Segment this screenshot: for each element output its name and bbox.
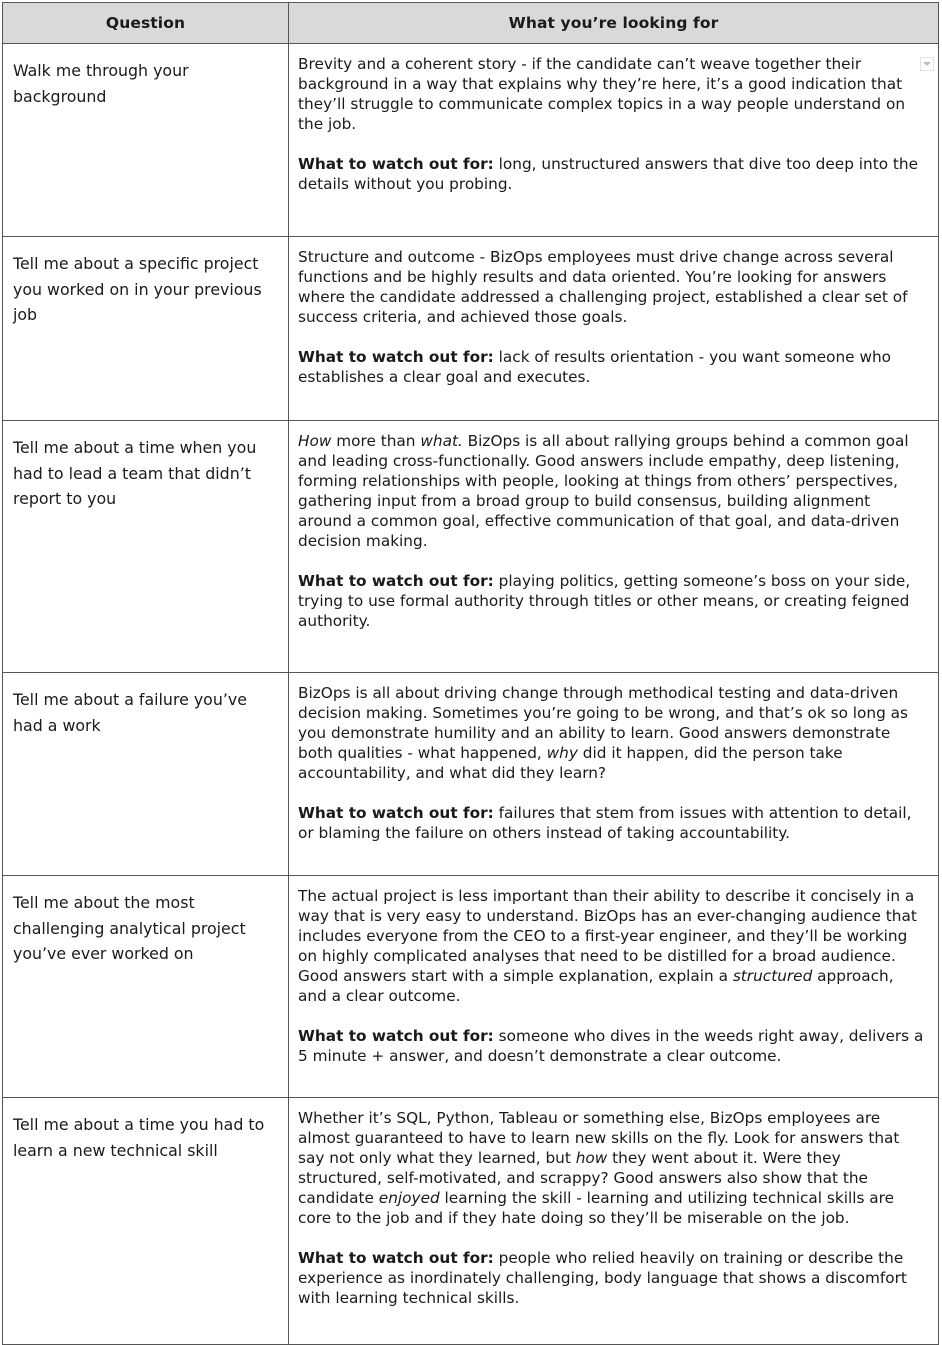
question-cell[interactable]: Tell me about a time when you had to lead a team that didn’t report to you [3,421,289,673]
watch-out-label: What to watch out for: [298,1027,494,1045]
header-looking-for: What you’re looking for [289,3,939,44]
answer-segment: they went about it. Were they structured, self-motivated, and scrappy? Good answers also show that the candidate [298,1149,868,1207]
answer-segment: learning the skill - learning and utilizing technical skills are core to the job and if they hate doing so they’ll be miserable on the job. [298,1189,895,1227]
answer-cell[interactable] [289,673,939,876]
answer-text [298,683,927,783]
answer-segment: approach, and a clear outcome. [298,967,894,1005]
watch-out-text [298,803,927,843]
table-row [3,421,939,673]
table-row [3,673,939,876]
answer-segment: did it happen, did the person take accountability, and what did they learn? [298,744,843,782]
question-cell[interactable]: Tell me about a time you had to learn a new technical skill [3,1098,289,1345]
answer-cell[interactable] [289,876,939,1098]
answer-emphasis: structured [732,967,813,985]
dropdown-arrow-icon[interactable] [920,57,934,71]
answer-cell[interactable] [289,44,939,237]
watch-out-value: people who relied heavily on training or describe the experience as inordinately challenging, body language that shows a discomfort with learning technical skills. [298,1249,907,1307]
answer-segment: more than [331,432,421,450]
answer-text [298,1108,927,1228]
watch-out-value: lack of results orientation - you want someone who establishes a clear goal and executes. [298,348,892,386]
answer-cell[interactable] [289,421,939,673]
interview-questions-sheet [2,2,938,1307]
watch-out-text [298,1026,927,1066]
answer-segment: BizOps is all about driving change through methodical testing and data-driven decision making. Sometimes you’re going to be wrong, and that’s ok so long as you demonstrate humility and an ability to learn. Good answers demonstrate both qualities - what happened, [298,684,909,762]
question-cell[interactable]: Walk me through your background [3,44,289,237]
header-question: Question [3,3,289,44]
watch-out-label: What to watch out for: [298,155,494,173]
interview-questions-table [2,2,939,1345]
answer-text: Brevity and a coherent story - if the candidate can’t weave together their background in a way that explains why they’re here, it’s a good indication that they’ll struggle to communicate complex topics in a way people understand on the job. [298,55,906,133]
watch-out-value: playing politics, getting someone’s boss on your side, trying to use formal authority through titles or other means, or creating feigned authority. [298,572,911,630]
table-row [3,237,939,421]
header-row [3,3,939,44]
answer-emphasis: How [298,432,332,450]
table-row [3,44,939,237]
answer-emphasis: enjoyed [378,1189,440,1207]
watch-out-label: What to watch out for: [298,804,494,822]
answer-emphasis: what. [420,432,463,450]
watch-out-label: What to watch out for: [298,572,494,590]
watch-out-text [298,571,927,631]
answer-text [298,431,927,551]
answer-cell[interactable] [289,1098,939,1345]
answer-text: Structure and outcome - BizOps employees must drive change across several functions and be highly results and data oriented. You’re looking for answers where the candidate addressed a challenging project, established a clear set of success criteria, and achieved those goals. [298,248,908,326]
watch-out-text [298,154,927,194]
answer-cell[interactable] [289,237,939,421]
answer-segment: The actual project is less important than their ability to describe it concisely in a way that is very easy to understand. BizOps has an ever-changing audience that includes everyone from the CEO to a first-year engineer, and they’ll be working on highly complicated analyses that need to be distilled for a broad audience. Good answers start with a simple explanation, explain a [298,887,917,985]
answer-segment: BizOps is all about rallying groups behind a common goal and leading cross-functionally. Good answers include empathy, deep listening, forming relationships with people, looking at things from others’ perspectives, gathering input from a broad group to build consensus, building alignment around a common goal, effective communication of that goal, and data-driven decision making. [298,432,909,550]
table-row [3,876,939,1098]
watch-out-label: What to watch out for: [298,1249,494,1267]
answer-emphasis: why [546,744,578,762]
watch-out-value: someone who dives in the weeds right away, delivers a 5 minute + answer, and doesn’t demonstrate a clear outcome. [298,1027,924,1065]
watch-out-value: long, unstructured answers that dive too deep into the details without you probing. [298,155,919,193]
watch-out-value: failures that stem from issues with attention to detail, or blaming the failure on others instead of taking accountability. [298,804,912,842]
watch-out-text [298,1248,927,1308]
question-cell[interactable]: Tell me about a specific project you worked on in your previous job [3,237,289,421]
table-row [3,1098,939,1345]
watch-out-label: What to watch out for: [298,348,494,366]
answer-emphasis: how [575,1149,608,1167]
watch-out-text [298,347,927,387]
answer-text [298,886,927,1006]
answer-segment: Whether it’s SQL, Python, Tableau or something else, BizOps employees are almost guaranteed to have to learn new skills on the fly. Look for answers that say not only what they learned, but [298,1109,900,1167]
question-cell[interactable]: Tell me about the most challenging analytical project you’ve ever worked on [3,876,289,1098]
question-cell[interactable]: Tell me about a failure you’ve had a work [3,673,289,876]
